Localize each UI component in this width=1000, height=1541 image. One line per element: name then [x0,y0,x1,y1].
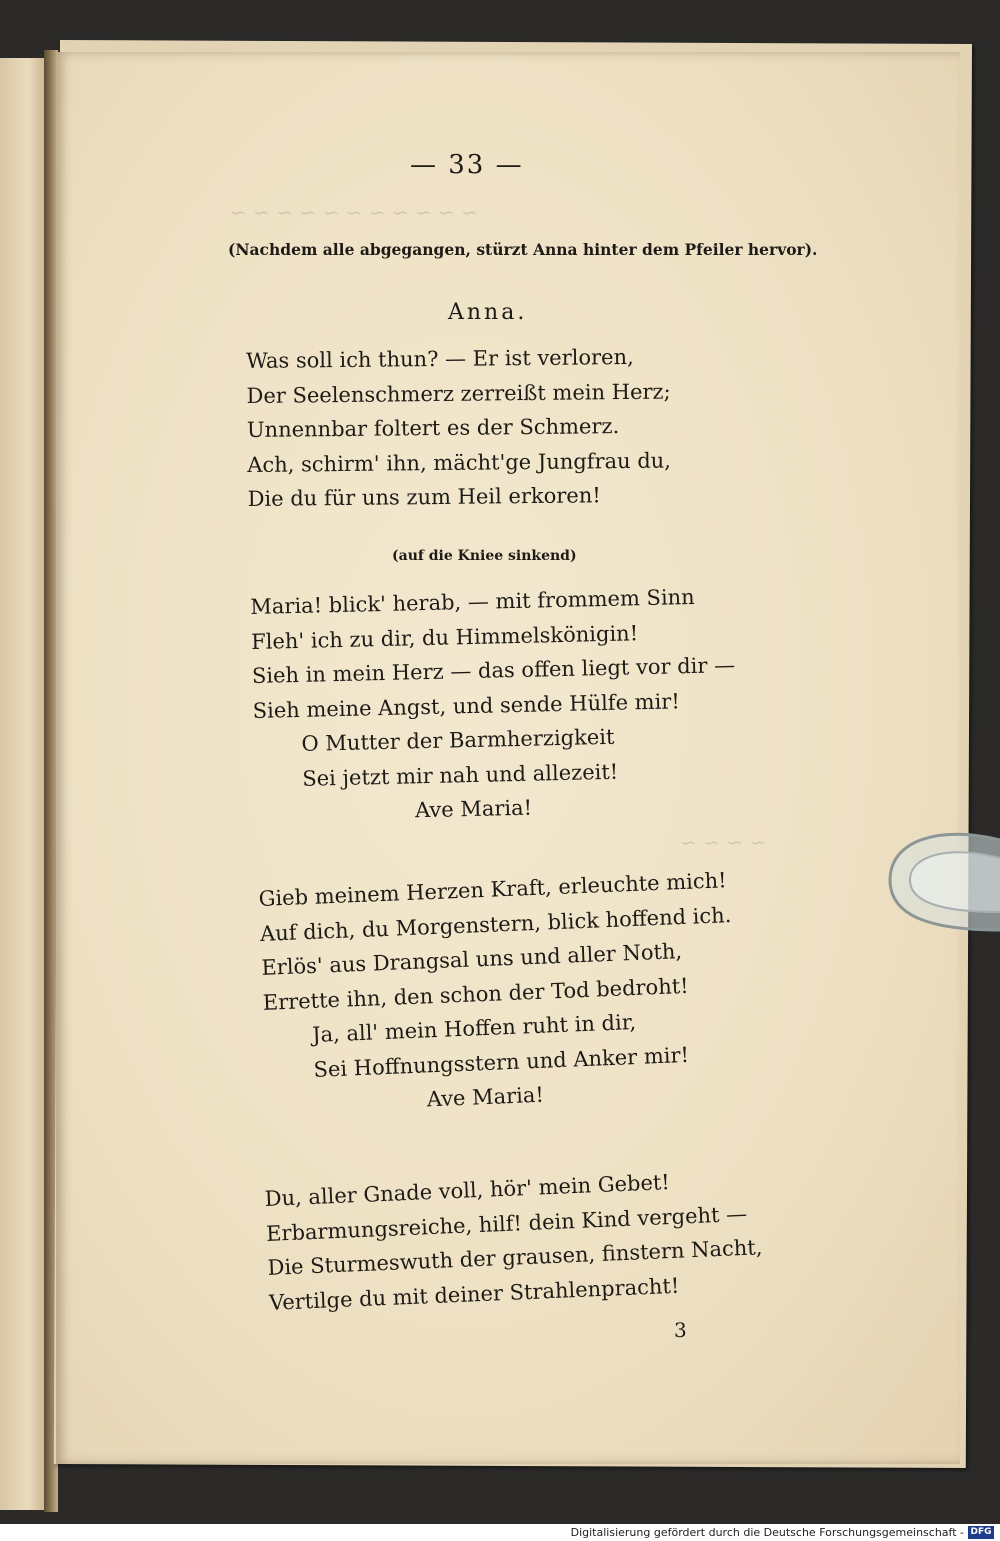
refrain-line: Ave Maria! [414,795,533,823]
stanza-2 [250,579,739,831]
signature-mark: 3 [674,1318,687,1342]
verse-line: Erbarmungsreiche, hilf! dein Kind vergeht — [265,1201,748,1246]
verse-line: O Mutter der Barmherzigkeit [301,724,615,756]
show-through-text: ~ ~ ~ ~ [680,830,767,854]
verse-line: Maria! blick' herab, — mit frommem Sinn [250,584,695,619]
verse-line: Die Sturmeswuth der grausen, finstern Nacht, [267,1235,763,1280]
verse-line: Sieh meine Angst, und sende Hülfe mir! [252,688,681,723]
verse-line: Was soll ich thun? — Er ist verloren, [246,344,634,373]
funding-credit: Digitalisierung gefördert durch die Deutsche Forschungsgemeinschaft - [570,1526,964,1539]
paper-clip-icon [880,820,1000,940]
page-number: — 33 — [410,150,524,180]
verse-line: Vertilge du mit deiner Strahlenpracht! [268,1273,680,1315]
verse-line: Errette ihn, den schon der Tod bedroht! [262,973,690,1015]
stage-direction: (Nachdem alle abgegangen, stürzt Anna hinter dem Pfeiler hervor). [228,240,818,259]
refrain-line: Ave Maria! [426,1082,545,1112]
stanza-4 [264,1161,765,1320]
verse-line: Sei Hoffnungsstern und Anker mir! [313,1042,690,1082]
verse-line: Sieh in mein Herz — das offen liegt vor dir — [251,653,736,688]
stanza-1 [246,340,672,517]
verse-line: Auf dich, du Morgenstern, blick hoffend ich. [259,902,732,946]
dfg-logo: DFG [968,1526,994,1539]
verse-line: Ja, all' mein Hoffen ruht in dir, [311,1009,637,1047]
verse-line: Fleh' ich zu dir, du Himmelskönigin! [250,620,639,654]
speaker-name: Anna. [448,300,528,325]
digitization-footer [0,1524,1000,1541]
verse-line: Gieb meinem Herzen Kraft, erleuchte mich! [258,868,728,911]
stage-direction-kneel: (auf die Kniee sinkend) [392,548,577,564]
verse-line: Der Seelenschmerz zerreißt mein Herz; [246,379,671,408]
verse-line: Du, aller Gnade voll, hör' mein Gebet! [264,1170,671,1211]
verse-line: Die du für uns zum Heil erkoren! [247,483,601,511]
stanza-3 [258,863,739,1123]
verse-line: Sei jetzt mir nah und allezeit! [302,759,619,791]
show-through-text: ~ ~ ~ ~ ~ ~ ~ ~ ~ ~ ~ [230,200,478,224]
left-page-edge [0,58,46,1510]
verse-line: Unnennbar foltert es der Schmerz. [246,414,620,442]
verse-line: Erlös' aus Drangsal uns und aller Noth, [260,939,683,980]
verse-line: Ach, schirm' ihn, mächt'ge Jungfrau du, [247,448,672,477]
